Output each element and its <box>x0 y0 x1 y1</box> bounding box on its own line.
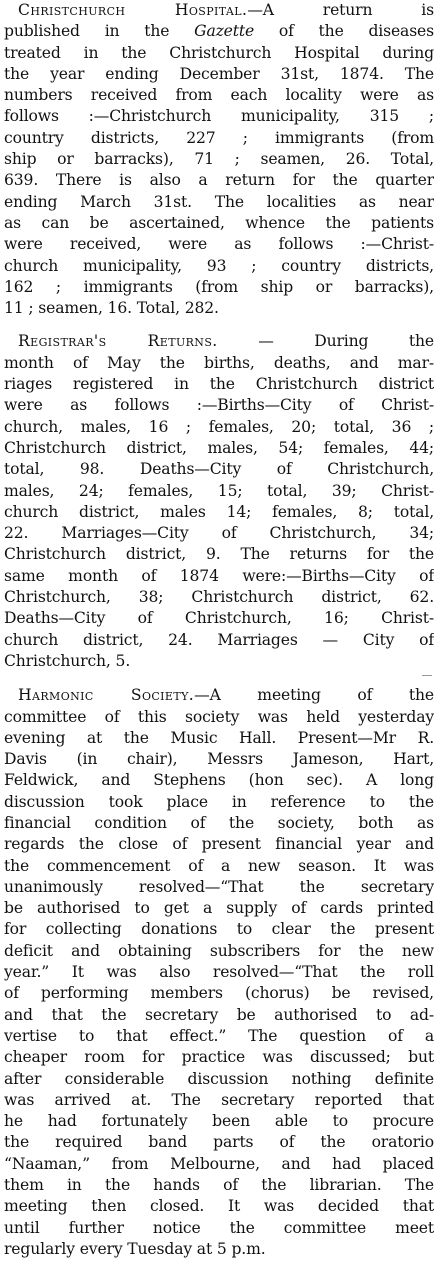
article-line: he had fortunately been able to procure <box>4 1112 434 1131</box>
article-heading: Christchurch Hospital. <box>18 1 248 19</box>
article-first-line <box>4 331 434 352</box>
article-text: of the diseases <box>254 22 434 41</box>
article-line: financial condition of the society, both as <box>4 813 434 832</box>
article-line: evening at the Music Hall. Present—Mr R. <box>4 728 434 747</box>
article-line: treated in the Christchurch Hospital during <box>4 43 434 62</box>
article-line: vertise to that effect.” The question of a <box>4 1026 434 1045</box>
article-line: Christchurch, 5. <box>4 651 131 670</box>
article-line: church district, males 14; females, 8; total, <box>4 502 434 521</box>
article-line: church municipality, 93 ; country districts, <box>4 256 434 275</box>
article-heading: Registrar's Returns. <box>18 332 218 351</box>
article-harmonic-society <box>4 685 434 1260</box>
article-line: year.” It was also resolved—“That the roll <box>4 963 434 982</box>
article-line: ship or barracks), 71 ; seamen, 26. Total, <box>4 150 434 169</box>
article-heading: Harmonic Society. <box>18 686 195 705</box>
article-line: church, males, 16 ; females, 20; total, 36 ; <box>4 417 434 436</box>
article-line: country districts, 227 ; immigrants (from <box>4 128 434 147</box>
newspaper-column <box>4 0 434 1260</box>
article-line: committee of this society was held yesterday <box>4 707 434 726</box>
article-line: 639. There is also a return for the quarter <box>4 171 434 190</box>
article-line: was arrived at. The secretary reported that <box>4 1090 434 1109</box>
article-first-line <box>4 0 434 21</box>
article-line: Davis (in chair), Messrs Jameson, Hart, <box>4 750 434 769</box>
article-line: same month of 1874 were:—Births—City of <box>4 566 434 585</box>
article-line: unanimously resolved—“That the secretary <box>4 877 434 896</box>
article-line: and that the secretary be authorised to ad- <box>4 1005 434 1024</box>
article-line: the required band parts of the oratorio <box>4 1133 434 1152</box>
article-line: Christchurch, 38; Christchurch district, 62. <box>4 588 434 607</box>
article-line: males, 24; females, 15; total, 39; Christ- <box>4 481 434 500</box>
article-line: be authorised to get a supply of cards printed <box>4 899 434 918</box>
article-line: as can be ascertained, whence the patients <box>4 213 434 232</box>
article-line: follows :—Christchurch municipality, 315 ; <box>4 107 434 126</box>
article-line: Christchurch district, males, 54; females, 44; <box>4 438 434 457</box>
article-line: Feldwick, and Stephens (hon sec). A long <box>4 771 434 790</box>
article-line: of performing members (chorus) be revised, <box>4 984 434 1003</box>
article-line: “Naaman,” from Melbourne, and had placed <box>4 1154 434 1173</box>
article-line: for collecting donations to clear the present <box>4 920 434 939</box>
article-line: were received, were as follows :—Christ- <box>4 235 434 254</box>
article-text: published in the <box>4 22 195 41</box>
article-first-line <box>4 685 434 706</box>
article-line: regards the close of present financial year and <box>4 835 434 854</box>
article-line <box>4 21 434 42</box>
article-line: total, 98. Deaths—City of Christchurch, <box>4 460 434 479</box>
article-line: regularly every Tuesday at 5 p.m. <box>4 1239 266 1258</box>
article-line: were as follows :—Births—City of Christ- <box>4 396 434 415</box>
article-line: cheaper room for practice was discussed; but <box>4 1048 434 1067</box>
article-line: numbers received from each locality were as <box>4 86 434 105</box>
article-line: riages registered in the Christchurch district <box>4 375 434 394</box>
gazette-italic: Gazette <box>194 22 255 41</box>
article-line: 11 ; seamen, 16. Total, 282. <box>4 299 219 318</box>
article-line: Deaths—City of Christchurch, 16; Christ- <box>4 609 434 628</box>
article-line: the year ending December 31st, 1874. The <box>4 64 434 83</box>
article-text: — During the <box>217 332 434 351</box>
article-line: 162 ; immigrants (from ship or barracks), <box>4 277 434 296</box>
article-christchurch-hospital <box>4 0 434 319</box>
article-line: after considerable discussion nothing definite <box>4 1069 434 1088</box>
article-line: meeting then closed. It was decided that <box>4 1197 434 1216</box>
article-line: Christchurch district, 9. The returns for the <box>4 545 434 564</box>
article-line: until further notice the committee meet <box>4 1218 434 1237</box>
article-separator <box>4 322 434 323</box>
article-line: them in the hands of the librarian. The <box>4 1176 434 1195</box>
article-registrars-returns <box>4 331 434 672</box>
article-line: deficit and obtaining subscribers for the new <box>4 941 434 960</box>
article-line: the commencement of a new season. It was <box>4 856 434 875</box>
article-text: —A meeting of the <box>194 686 434 705</box>
article-line: discussion took place in reference to the <box>4 792 434 811</box>
article-line: month of May the births, deaths, and mar- <box>4 353 434 372</box>
article-separator <box>422 675 432 677</box>
article-text: —A return is <box>247 1 434 19</box>
article-line: church district, 24. Marriages — City of <box>4 630 434 649</box>
article-line: ending March 31st. The localities as near <box>4 192 434 211</box>
article-line: 22. Marriages—City of Christchurch, 34; <box>4 524 434 543</box>
